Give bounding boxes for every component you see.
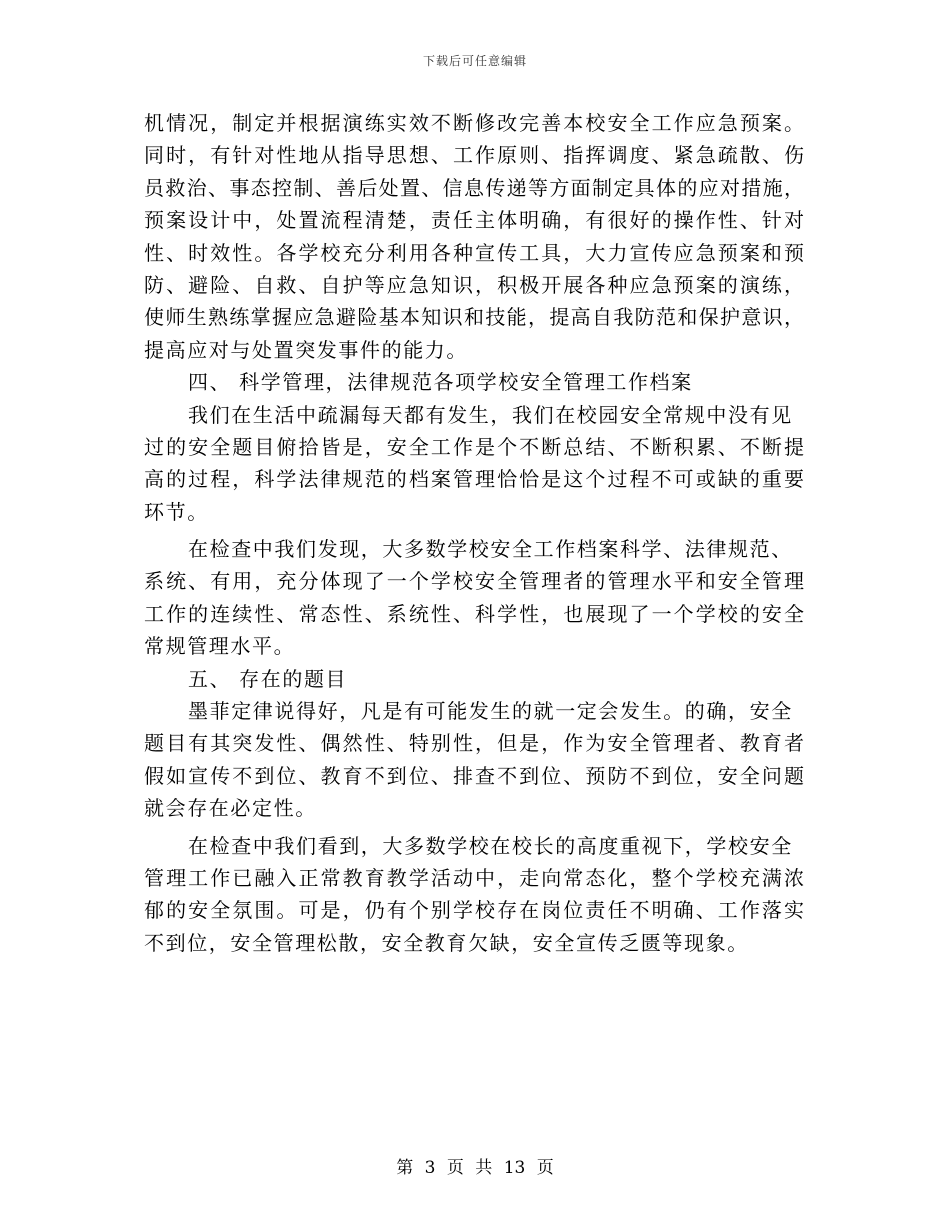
paragraph-line: 题目有其突发性、偶然性、特别性，但是，作为安全管理者、教育者 — [144, 731, 804, 756]
paragraph-line: 性、时效性。各学校充分利用各种宣传工具，大力宣传应急预案和预 — [144, 240, 804, 265]
paragraph-line: 在检查中我们看到，大多数学校在校长的高度重视下，学校安全 — [188, 833, 793, 858]
paragraph-line: 常规管理水平。 — [144, 634, 296, 659]
paragraph-line: 工作的连续性、常态性、系统性、科学性，也展现了一个学校的安全 — [144, 601, 804, 626]
paragraph-line: 防、避险、自救、自护等应急知识，积极开展各种应急预案的演练， — [144, 272, 804, 297]
paragraph-line: 在检查中我们发现，大多数学校安全工作档案科学、法律规范、 — [188, 537, 793, 562]
page-header: 下载后可任意编辑 — [422, 54, 527, 68]
paragraph-line: 墨菲定律说得好，凡是有可能发生的就一定会发生。的确，安全 — [188, 699, 793, 724]
paragraph-line: 同时，有针对性地从指导思想、工作原则、指挥调度、紧急疏散、伤 — [144, 143, 804, 168]
paragraph-line: 我们在生活中疏漏每天都有发生，我们在校园安全常规中没有见 — [188, 402, 793, 427]
paragraph-line: 员救治、事态控制、善后处置、信息传递等方面制定具体的应对措施， — [144, 175, 804, 200]
paragraph-line: 郁的安全氛围。可是，仍有个别学校存在岗位责任不明确、工作落实 — [144, 898, 804, 923]
document-body — [144, 107, 804, 959]
paragraph-line: 假如宣传不到位、教育不到位、排查不到位、预防不到位，安全问题 — [144, 763, 804, 788]
section-heading: 四、 科学管理，法律规范各项学校安全管理工作档案 — [188, 370, 693, 395]
paragraph-line: 过的安全题目俯拾皆是，安全工作是个不断总结、不断积累、不断提 — [144, 434, 804, 459]
paragraph-line: 环节。 — [144, 499, 209, 524]
paragraph-line: 系统、有用，充分体现了一个学校安全管理者的管理水平和安全管理 — [144, 569, 804, 594]
paragraph-line: 高的过程，科学法律规范的档案管理恰恰是这个过程不可或缺的重要 — [144, 467, 804, 492]
section-heading: 五、 存在的题目 — [188, 666, 348, 691]
paragraph-line: 就会存在必定性。 — [144, 796, 317, 821]
paragraph-line: 管理工作已融入正常教育教学活动中，走向常态化，整个学校充满浓 — [144, 865, 804, 890]
paragraph-line: 机情况，制定并根据演练实效不断修改完善本校安全工作应急预案。 — [144, 111, 804, 135]
paragraph-line: 预案设计中，处置流程清楚，责任主体明确，有很好的操作性、针对 — [144, 208, 804, 233]
paragraph-line: 使师生熟练掌握应急避险基本知识和技能，提高自我防范和保护意识， — [144, 305, 804, 330]
paragraph-line: 提高应对与处置突发事件的能力。 — [144, 337, 468, 362]
paragraph-line: 不到位，安全管理松散，安全教育欠缺，安全宣传乏匮等现象。 — [144, 930, 749, 955]
page-number: 第 3 页 共 13 页 — [396, 1158, 554, 1178]
